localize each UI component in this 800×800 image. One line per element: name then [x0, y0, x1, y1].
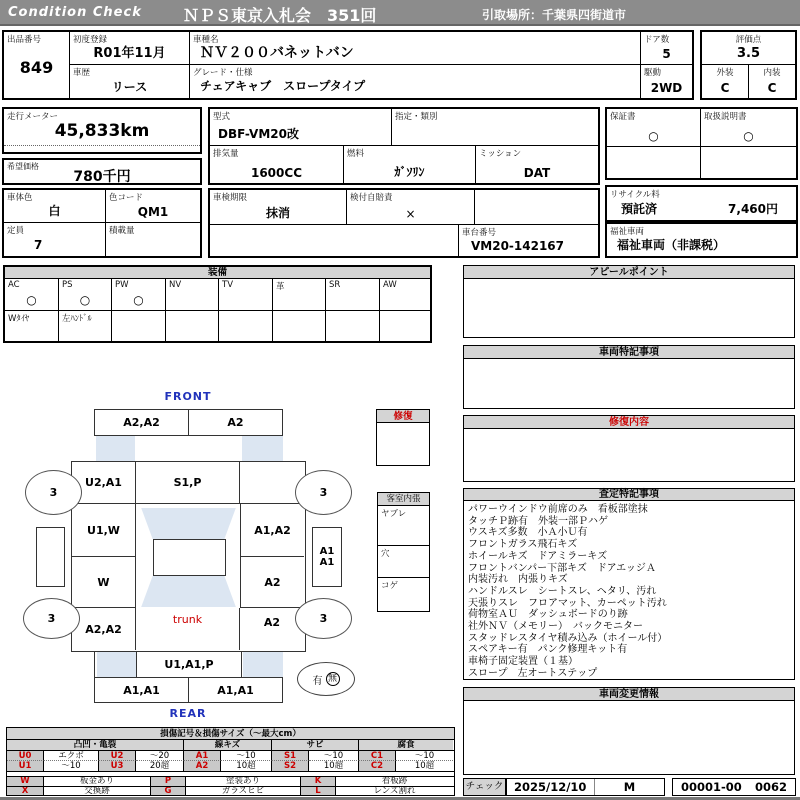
legend-code: K	[301, 777, 336, 786]
legend-code: A1	[184, 751, 221, 761]
legend-group-corrosion: 腐食	[359, 740, 453, 750]
fuel-cell	[344, 146, 476, 183]
capacity-label: 定員	[7, 226, 25, 236]
insurance-label: 検付自賠責	[350, 193, 393, 203]
front-bumper	[94, 409, 283, 436]
brand-logo: Condition Check	[8, 5, 142, 20]
cabin-row-burn-label: コゲ	[381, 581, 399, 591]
equip-extra-4	[166, 311, 219, 341]
assessment-line: パワーウインドウ前席のみ 看板部塗抹	[468, 504, 648, 515]
assessment-line: フロントガラス飛石キズ	[468, 539, 578, 551]
assessment-line: スロープ 左オートステップ	[468, 667, 598, 679]
legend-code-row-1	[7, 750, 454, 761]
equip-cell-ps	[59, 279, 112, 311]
legend-value: レンズ割れ	[336, 787, 453, 795]
lot-number-cell	[4, 32, 70, 98]
change-info-title: 車両変更情報	[464, 688, 794, 701]
equip-label-aw: AW	[383, 280, 397, 290]
spec-block	[208, 107, 600, 185]
class-type-cell	[392, 109, 598, 146]
legend-code: S1	[272, 751, 309, 761]
doors-label: ドア数	[644, 35, 670, 45]
spare-tire-indicator	[297, 662, 355, 696]
equip-label-leather: 革	[276, 282, 285, 292]
equip-extra-7	[326, 311, 380, 341]
legend-value: 看板跡	[336, 777, 453, 786]
vehicle-notes-panel	[463, 345, 795, 409]
check-date: 2025/12/10	[507, 779, 595, 795]
score-block	[700, 30, 797, 100]
legend-code: U1	[7, 761, 44, 771]
grade-value: チェアキャブ スロープタイプ	[200, 79, 366, 93]
exterior-grade-label: 外装	[716, 68, 734, 78]
change-info-panel	[463, 687, 795, 775]
grade-label: グレード・仕様	[193, 68, 253, 78]
legend-value: 10超	[309, 761, 359, 771]
assessment-line: ホイールキズ ドアミラーキズ	[468, 550, 608, 562]
equip-extra-label-2: 左ﾊﾝﾄﾞﾙ	[62, 314, 92, 324]
assessment-line: スタッドレスタイヤ積み込み（ホイール付）	[468, 632, 668, 644]
equip-value-ps: ○	[79, 293, 91, 307]
equip-value-ac: ○	[26, 293, 37, 307]
legend-value: 〜20	[136, 751, 184, 761]
repair-mini-title: 修復	[377, 410, 429, 423]
load-label: 積載量	[109, 226, 135, 236]
check-date-box	[506, 778, 665, 796]
interior-grade-cell	[749, 65, 795, 98]
documents-block	[605, 107, 798, 180]
windshield-shape	[136, 508, 240, 539]
legend-value: ガラスヒビ	[186, 787, 301, 795]
taillight-right-shade	[243, 652, 283, 677]
load-cell	[106, 223, 200, 256]
legend-code: X	[7, 787, 44, 795]
equip-extra-6	[273, 311, 326, 341]
wheel-front-right: 3	[295, 470, 352, 515]
warranty-cell	[607, 109, 701, 147]
equip-label-ac: AC	[8, 280, 20, 290]
rear-panel-strip	[94, 652, 283, 677]
cabin-row-hole	[378, 546, 429, 578]
documents-empty-left	[607, 147, 701, 178]
right-step	[312, 527, 342, 587]
recycle-fee: 7,460円	[728, 202, 778, 216]
legend-code: S2	[272, 761, 309, 771]
displacement-label: 排気量	[213, 149, 239, 159]
assessment-line: タッチＰ跡有 外装一部Ｐハゲ	[468, 515, 608, 527]
right-step-code: A1	[319, 557, 335, 568]
assessment-line: 社外ＮＶ（メモリー） バックモニター	[468, 621, 643, 633]
transmission-label: ミッション	[479, 149, 522, 159]
price-block	[2, 158, 202, 185]
legend-code: U3	[99, 761, 136, 771]
left-step	[36, 527, 65, 587]
assessment-line: 内装汚れ 内張りキズ	[468, 574, 568, 586]
equip-label-pw: PW	[115, 280, 129, 290]
odometer-block	[2, 107, 202, 154]
equip-cell-pw	[112, 279, 166, 311]
inspection-cell	[210, 190, 347, 225]
equip-cell-nv	[166, 279, 219, 311]
odometer-value: 45,833km	[54, 121, 150, 141]
lot-number-value: 849	[19, 58, 54, 77]
equip-cell-sr	[326, 279, 380, 311]
manual-label: 取扱説明書	[704, 112, 747, 122]
cabin-row-tear	[378, 506, 429, 546]
cabin-row-tear-label: ヤブレ	[381, 509, 407, 519]
warranty-value: ○	[648, 129, 659, 143]
body-color-label: 車体色	[7, 193, 33, 203]
equip-label-sr: SR	[329, 280, 341, 290]
legend-bottom-row-2	[7, 786, 454, 795]
transmission-cell	[476, 146, 598, 183]
equipment-title: 装備	[5, 267, 430, 279]
legend-value: 10超	[221, 761, 272, 771]
chassis-label: 車台番号	[462, 228, 497, 238]
right-step-code: A1	[319, 546, 335, 557]
welfare-value: 福祉車両（非課税）	[617, 238, 726, 252]
color-capacity-block	[2, 188, 202, 258]
rear-label: REAR	[169, 707, 207, 720]
chassis-value: VM20-142167	[471, 239, 565, 253]
exterior-grade-value: C	[720, 81, 730, 95]
model-code-cell	[210, 109, 392, 146]
repair-content-title: 修復内容	[464, 416, 794, 429]
header-bar	[0, 0, 800, 26]
fuel-value: ｶﾞｿﾘﾝ	[394, 165, 425, 179]
rear-bumper-left: A1,A1	[95, 678, 189, 702]
equip-value-pw: ○	[133, 293, 144, 307]
legend-code: P	[151, 777, 186, 786]
color-code-value: QM1	[137, 205, 169, 219]
roof-cell	[153, 539, 226, 576]
doors-value: 5	[662, 47, 671, 61]
wheel-front-left: 3	[25, 470, 82, 515]
displacement-value: 1600CC	[250, 166, 302, 180]
score-label: 評価点	[735, 35, 762, 45]
assessment-line: ウスキズ多数 小Ａ小Ｕ有	[468, 527, 588, 539]
check-code2: 0062	[754, 780, 787, 794]
class-type-label: 指定・類別	[395, 112, 438, 122]
legend-code: U0	[7, 751, 44, 761]
lot-number-label: 出品番号	[7, 35, 42, 45]
transmission-value: DAT	[523, 166, 551, 180]
auction-title: ＮＰＳ東京入札会 351回	[183, 6, 377, 25]
vehicle-notes-title: 車両特記事項	[464, 346, 794, 359]
legend-title: 損傷記号＆損傷サイズ（〜最大cm）	[7, 728, 454, 740]
equip-cell-leather	[273, 279, 326, 311]
right-front-door-cell: A1,A2	[240, 504, 304, 557]
rear-bumper-right: A1,A1	[217, 683, 254, 697]
equip-label-ps: PS	[62, 280, 73, 290]
legend-value: 〜10	[309, 751, 359, 761]
car-body	[71, 461, 306, 652]
color-code-label: 色コード	[109, 193, 144, 203]
legend-group-dent: 凸凹・亀裂	[7, 740, 184, 750]
equip-cell-ac	[5, 279, 59, 311]
price-label: 希望価格	[7, 162, 39, 171]
assessment-lines	[468, 504, 792, 680]
rear-window-shape	[136, 576, 240, 607]
score-cell	[702, 32, 795, 65]
documents-empty-right	[701, 147, 796, 178]
spare-no-circled: 無	[326, 672, 340, 686]
price-value: 780千円	[73, 169, 131, 185]
recycle-block	[605, 185, 798, 222]
cabin-row-burn	[378, 578, 429, 611]
assessment-line: 天張りスレ フロアマット、カーペット汚れ	[468, 597, 667, 609]
score-value: 3.5	[736, 46, 761, 61]
equipment-block	[3, 265, 432, 343]
headlight-left-shade	[96, 436, 135, 461]
assessment-line: ハンドルスレ シートスレ、ヘタリ、汚れ	[468, 585, 657, 597]
legend-group-row	[7, 740, 454, 750]
model-name-value: ＮＶ２００バネットバン	[200, 45, 354, 61]
chassis-cell	[458, 225, 598, 256]
legend-value: 板金あり	[44, 777, 151, 786]
drive-value: 2WD	[650, 81, 683, 95]
recycle-label: リサイクル料	[610, 190, 660, 200]
rear-right-cell: A2	[263, 616, 281, 629]
check-label: チェック	[465, 781, 504, 792]
first-registration-cell	[70, 32, 190, 65]
grade-cell	[190, 65, 641, 98]
color-code-cell	[106, 190, 200, 223]
recycle-status: 預託済	[621, 202, 658, 216]
rear-panel-cell: U1,A1,P	[136, 652, 242, 677]
insurance-cell	[347, 190, 475, 225]
doors-cell	[641, 32, 692, 65]
legend-value: 〜10	[44, 761, 99, 771]
assessment-line: 荷物室ＡＵ ダッシュボードのり跡	[468, 609, 628, 621]
legend-table	[6, 727, 455, 796]
inspection-label: 車検期限	[213, 193, 248, 203]
drive-label: 駆動	[644, 68, 662, 78]
odometer-label: 走行メーター	[7, 112, 59, 122]
equip-extra-2	[59, 311, 112, 341]
welfare-label: 福祉車両	[610, 227, 645, 237]
rear-bumper	[94, 677, 283, 703]
equip-label-nv: NV	[169, 280, 182, 290]
check-label-cell	[463, 778, 506, 796]
right-rear-door-cell: A2	[240, 557, 304, 608]
front-bumper-right: A2	[227, 416, 244, 429]
legend-code: C2	[359, 761, 396, 771]
drive-cell	[641, 65, 692, 98]
cabin-interior-box	[377, 492, 430, 612]
welfare-block	[605, 222, 798, 258]
left-front-door-cell: U1,W	[72, 504, 136, 557]
legend-code: W	[7, 777, 44, 786]
legend-value: 塗装あり	[186, 777, 301, 786]
hood-center-cell: S1,P	[136, 462, 240, 504]
appeal-panel	[463, 265, 795, 338]
model-name-label: 車種名	[193, 35, 219, 45]
warranty-label: 保証書	[610, 112, 636, 122]
left-rear-door-cell: W	[72, 557, 136, 608]
check-inspector: M	[623, 780, 636, 794]
trunk-cell: trunk	[136, 608, 240, 650]
manual-cell	[701, 109, 796, 147]
legend-value: 10超	[396, 761, 453, 771]
displacement-cell	[210, 146, 344, 183]
inspection-value: 抹消	[265, 206, 290, 220]
equip-extra-5	[219, 311, 273, 341]
assessment-panel	[463, 488, 795, 680]
assessment-line: 車椅子固定装置（１基）	[468, 656, 578, 668]
body-color-cell	[4, 190, 106, 223]
assessment-line: スペアキー有 パンク修理キット有	[468, 644, 628, 656]
legend-group-scratch: 線キズ	[184, 740, 272, 750]
equip-extra-3	[112, 311, 166, 341]
legend-bottom-row-1	[7, 776, 454, 786]
equip-cell-tv	[219, 279, 273, 311]
legend-code: G	[151, 787, 186, 795]
front-bumper-left: A2,A2	[95, 410, 189, 435]
legend-value: 20超	[136, 761, 184, 771]
equip-label-tv: TV	[222, 280, 234, 290]
pickup-location: 引取場所：千葉県四街道市	[482, 8, 627, 22]
assessment-line: フロントバンパー下部キズ ドアエッジＡ	[468, 562, 656, 574]
interior-grade-label: 内装	[763, 68, 781, 78]
first-registration-label: 初度登録	[73, 35, 108, 45]
capacity-cell	[4, 223, 106, 256]
manual-value: ○	[743, 129, 754, 143]
insurance-value: ×	[405, 207, 416, 221]
cabin-interior-title: 客室内張	[378, 493, 429, 506]
interior-grade-value: C	[767, 81, 777, 95]
history-value: リース	[111, 80, 148, 94]
equip-extra-1	[5, 311, 59, 341]
repair-content-panel	[463, 415, 795, 482]
model-code-value: DBF-VM20改	[218, 127, 299, 141]
wheel-rear-right: 3	[295, 598, 352, 639]
dotted-divider	[4, 145, 200, 146]
equip-cell-aw	[380, 279, 430, 311]
legend-code: L	[301, 787, 336, 795]
identity-block	[2, 30, 694, 100]
first-registration-value: R01年11月	[93, 46, 166, 61]
legend-value: 〜10	[396, 751, 453, 761]
equip-extra-label-1: Wﾀｲﾔ	[8, 314, 30, 324]
check-code-box	[672, 778, 796, 796]
legend-code: A2	[184, 761, 221, 771]
hood-right-cell	[240, 462, 304, 504]
model-code-label: 型式	[213, 112, 231, 122]
legend-code: C1	[359, 751, 396, 761]
legend-code-row-2	[7, 761, 454, 772]
legend-value: 〜10	[221, 751, 272, 761]
front-label: FRONT	[164, 390, 212, 403]
legend-group-rust: サビ	[272, 740, 359, 750]
legend-value: エクボ	[44, 751, 99, 761]
repair-mini-box	[376, 409, 430, 466]
hood-left-cell: U2,A1	[72, 462, 136, 504]
inspection-empty-cell	[475, 190, 598, 225]
headlight-right-shade	[242, 436, 283, 461]
legend-code: U2	[99, 751, 136, 761]
history-cell	[70, 65, 190, 98]
body-color-value: 白	[48, 204, 61, 218]
wheel-rear-left: 3	[23, 598, 80, 639]
fuel-label: 燃料	[347, 149, 365, 159]
cabin-row-hole-label: 穴	[381, 549, 390, 559]
exterior-grade-cell	[702, 65, 749, 98]
capacity-value: 7	[34, 238, 43, 252]
model-name-cell	[190, 32, 641, 65]
check-code1: 00001-00	[681, 780, 742, 794]
assessment-title: 査定特記事項	[464, 489, 794, 501]
damage-diagram	[0, 385, 455, 723]
taillight-left-shade	[97, 652, 136, 677]
history-label: 車歴	[73, 68, 91, 78]
inspection-block	[208, 188, 600, 258]
spare-yes: 有	[312, 675, 323, 687]
legend-value: 交換跡	[44, 787, 151, 795]
rear-left-cell: A2,A2	[72, 608, 136, 650]
appeal-title: アピールポイント	[464, 266, 794, 279]
